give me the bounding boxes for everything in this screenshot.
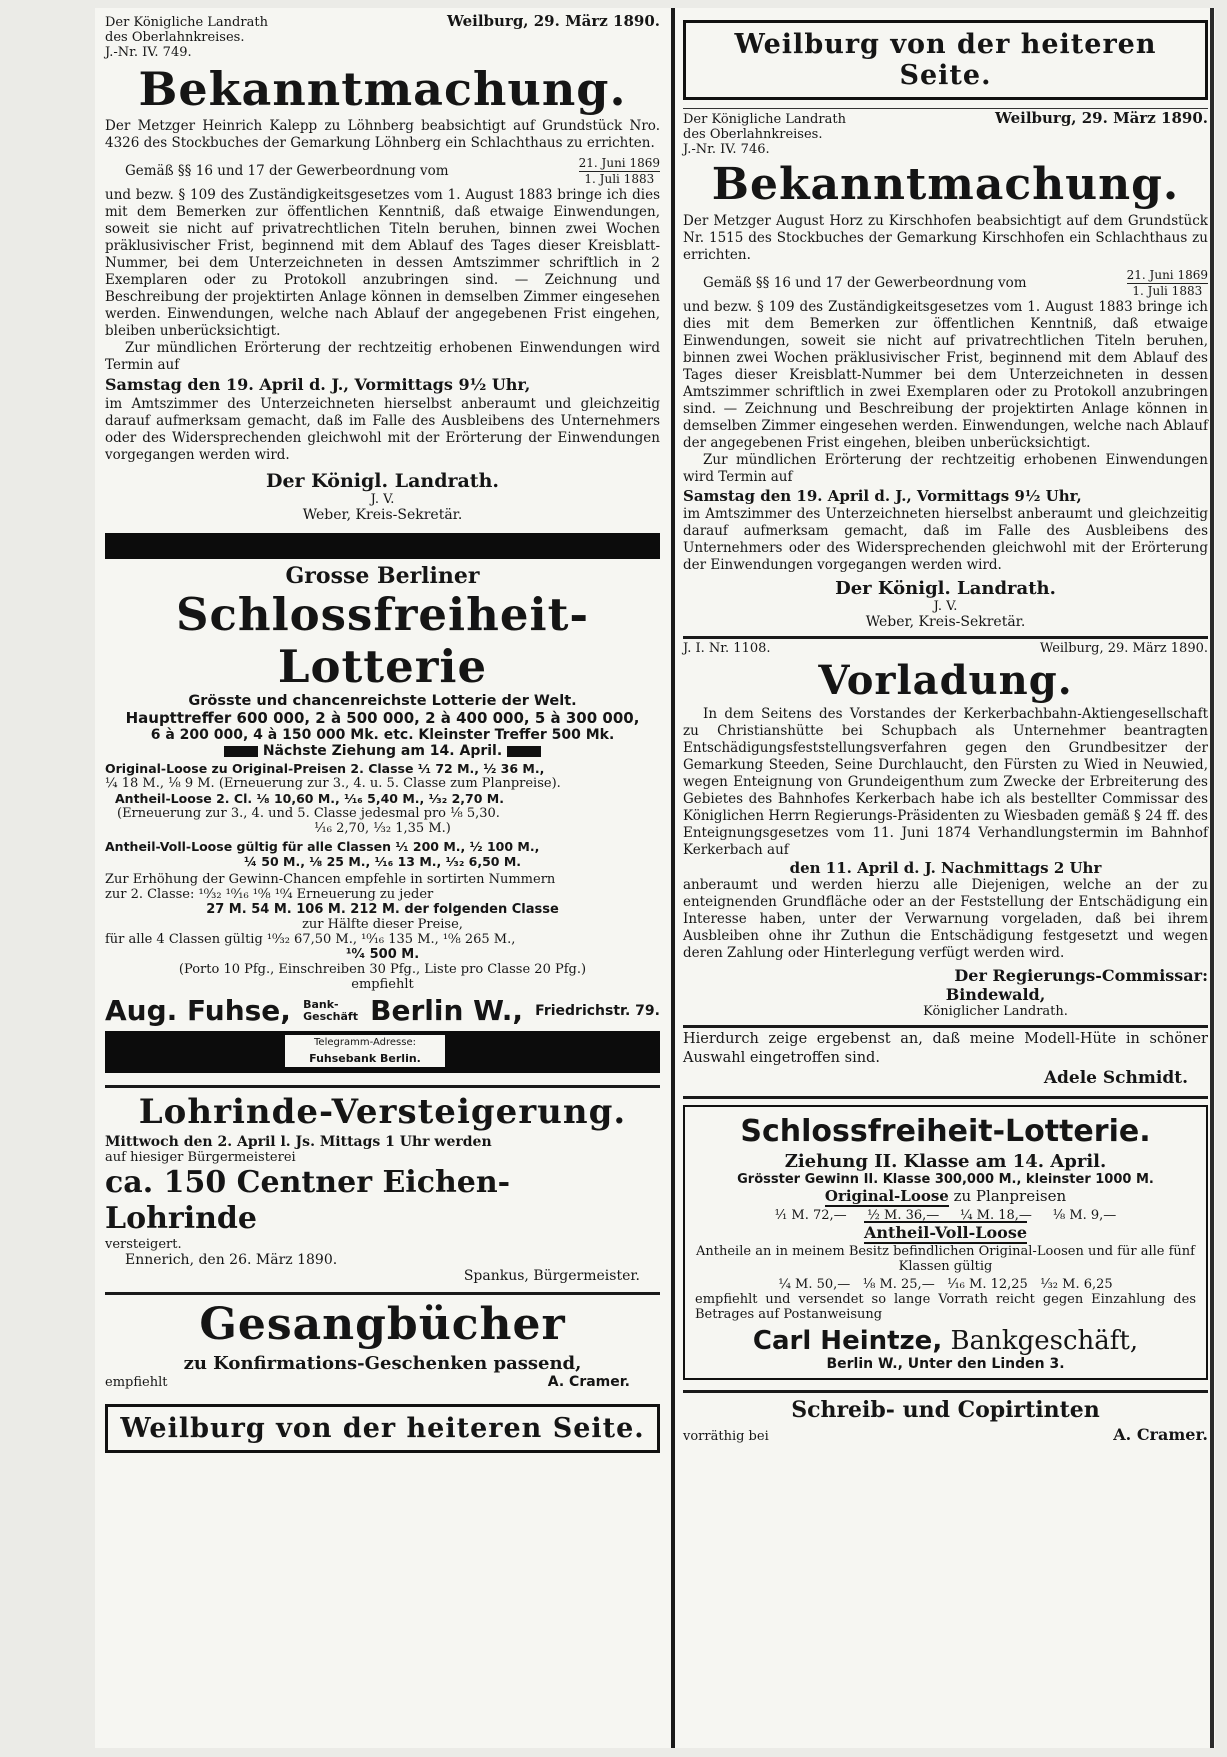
reference-number: J.-Nr. IV. 746. [683,142,770,157]
lottery-line-15: zur 2. Classe: ¹⁰⁄₃₂ ¹⁰⁄₁₆ ¹⁰⁄₈ ¹⁰⁄₄ Erneuerung zu jeder [105,887,434,902]
notice-paragraph-3: Zur mündlichen Erörterung der rechtzeitig erhobenen Einwendungen wird Termin auf [105,340,660,373]
heiter-box-left: Weilburg von der heiteren Seite. [105,1404,660,1453]
law-text: Gemäß §§ 16 und 17 der Gewerbeordnung vom [125,163,449,179]
notice-paragraph-3: Zur mündlichen Erörterung der rechtzeitig erhobenen Einwendungen wird Termin auf [683,452,1208,485]
tinten-footer [683,1425,1208,1444]
law-date-2: 1. Juli 1883 [584,172,655,186]
rule [105,1085,660,1088]
heintze-type: Bankgeschäft, [942,1326,1139,1356]
gesang-ad [105,1297,660,1390]
notice-title: Bekanntmachung. [138,62,627,116]
vorladung-date: Weilburg, 29. März 1890. [1039,641,1208,656]
notice-paragraph-1: Der Metzger Heinrich Kalepp zu Löhnberg beabsichtigt auf Grundstück Nro. 4326 des Stockbuches der Gemarkung Löhnberg ein Schlachthaus zu errichten. [105,118,660,151]
heintze-name: Carl Heintze, [752,1326,943,1356]
lohrinde-line-2: auf hiesiger Bürgermeisterei [105,1150,296,1165]
schmidt-signature: Adele Schmidt. [1043,1068,1188,1088]
planpreisen: zu Planpreisen [948,1187,1067,1205]
rule [105,1292,660,1295]
lohrinde-line-4: versteigert. [105,1237,182,1252]
notice-law-line [105,156,660,187]
notice-paragraph-2: und bezw. § 109 des Zuständigkeitsgesetzes vom 1. August 1883 bringe ich dies mit dem Bemerken zur öffentlichen Kenntniß, daß etwaige Einwendungen, soweit sie nicht auf privatrechtlichen Titeln beruhen, binnen zwei Wochen präklusivischer Frist, beginnend mit dem Ablauf des Tages dieser Kreisblatt-Nummer bei dem Unterzeichneten in dessen Amtszimmer schriftlich in zwei Exemplaren oder zu Protokoll anzubringen sind. — Zeichnung und Beschreibung der projektirten Anlage können in demselben Zimmer eingesehen werden. Einwendungen, welche nach Ablauf der angegebenen Frist eingehen, bleiben unberücksichtigt. [683,299,1208,451]
rule [683,636,1208,639]
firm-name: Aug. Fuhse, [105,994,291,1027]
vorladung-header [683,641,1208,656]
lottery-line-7: Original-Loose zu Original-Preisen 2. Classe ⅟₁ 72 M., ½ 36 M., [105,761,545,776]
notice-law-line [683,268,1208,299]
authority-line-1: Der Königliche Landrath [683,112,846,127]
law-text: Gemäß §§ 16 und 17 der Gewerbeordnung vom [703,275,1027,291]
lottery-line-18: für alle 4 Classen gültig ¹⁰⁄₃₂ 67,50 M., ¹⁰⁄₁₆ 135 M., ¹⁰⁄₈ 265 M., [105,932,516,947]
lottery-line-11: ⅟₁₆ 2,70, ⅟₃₂ 1,35 M.) [314,821,451,836]
telegram-label: Telegramm-Adresse: [314,1037,416,1048]
notice-paragraph-4: im Amtszimmer des Unterzeichneten hierselbst anberaumt und gleichzeitig darauf aufmerksam gemacht, daß im Falle des Ausbleibens des Unternehmers oder des Widersprechenden gleichwohl mit der Erörterung der Einwendungen vorgegangen werden wird. [105,396,660,463]
lohrinde-line-3: ca. 150 Centner Eichen-Lohrinde [105,1165,511,1236]
rule [683,1096,1208,1099]
lottery-line-13: ¼ 50 M., ⅛ 25 M., ⅟₁₆ 13 M., ⅟₃₂ 6,50 M. [243,854,522,869]
heintze-firm [695,1326,1196,1356]
right-column [683,8,1208,1444]
lohrinde-line-6: Spankus, Bürgermeister. [463,1268,640,1284]
notice-paragraph-2: und bezw. § 109 des Zuständigkeitsgesetzes vom 1. August 1883 bringe ich dies mit dem Bemerken zur öffentlichen Kenntniß, daß etwaige Einwendungen, soweit sie nicht auf privatrechtlichen Titeln beruhen, binnen zwei Wochen präklusivischer Frist, beginnend mit dem Ablauf des Tages dieser Kreisblatt-Nummer, bei dem Unterzeichneten in dessen Amtszimmer schriftlich in 2 Exemplaren oder zu Protokoll anzubringen sind. — Zeichnung und Beschreibung der projektirten Anlage können in demselben Zimmer eingesehen werden. Einwendungen, welche nach Ablauf der angegebenen Frist eingehen, bleiben unberücksichtigt. [105,187,660,339]
lohrinde-line-1: Mittwoch den 2. April l. Js. Mittags 1 Uhr werden [105,1134,492,1150]
tinten-cramer: A. Cramer. [1113,1425,1208,1444]
heintze-prices-1: ⅟₁ M. 72,— ½ M. 36,— ¼ M. 18,— ⅛ M. 9,— [774,1208,1117,1223]
lottery-line-16: 27 M. 54 M. 106 M. 212 M. der folgenden Classe [206,902,559,917]
heintze-line-2: Grösster Gewinn II. Klasse 300,000 M., kleinster 1000 M. [737,1172,1154,1187]
vorladung-notice [683,641,1208,1019]
law-date-1: 21. Juni 1869 [578,156,660,170]
law-date-1: 21. Juni 1869 [1126,268,1208,282]
heiter-box-right: Weilburg von der heiteren Seite. [683,20,1208,100]
tinten-ad [683,1395,1208,1444]
rule [683,1025,1208,1028]
lottery-line-1: Grosse Berliner [285,563,480,589]
vorladung-sig-3: Königlicher Landrath. [923,1004,1068,1019]
gesang-title: Gesangbücher [199,1299,566,1350]
antheil-voll-loose: Antheil-Voll-Loose [863,1223,1028,1242]
signature-landrath: Der Königl. Landrath. [265,470,500,492]
notice-title: Bekanntmachung. [711,159,1180,210]
notice-paragraph-1: Der Metzger August Horz zu Kirschhofen beabsichtigt auf dem Grundstück Nr. 1515 des Stockbuches der Gemarkung Kirschhofen ein Schlachthaus zu errichten. [683,213,1208,263]
signature-iv: J. V. [370,492,395,507]
black-mark [224,746,258,757]
lottery-line-17: zur Hälfte dieser Preise, [302,917,463,932]
heintze-line-8: empfiehlt und versendet so lange Vorrath reicht gegen Einzahlung des Betrages auf Postanweisung [695,1292,1196,1322]
telegram-bar [105,1031,660,1073]
notice-paragraph-4: im Amtszimmer des Unterzeichneten hierselbst anberaumt und gleichzeitig darauf aufmerksam gemacht, daß im Falle des Ausbleibens des Unternehmers oder des Widersprechenden gleichwohl mit der Erörterung der Einwendungen vorgegangen werden wird. [683,506,1208,573]
lottery-line-8: ¼ 18 M., ⅛ 9 M. (Erneuerung zur 3., 4. u. 5. Classe zum Planpreise). [105,776,561,791]
rule [683,1390,1208,1393]
lohrinde-ad [105,1090,660,1284]
lottery-line-20: (Porto 10 Pfg., Einschreiben 30 Pfg., Liste pro Classe 20 Pfg.) [178,962,587,977]
authority-line-1: Der Königliche Landrath [105,15,268,30]
vorladung-ref: J. I. Nr. 1108. [683,641,771,656]
notice-date: Weilburg, 29. März 1890. [994,109,1208,127]
law-dates [579,156,660,187]
lottery-ad [105,563,660,1073]
lottery-line-12: Antheil-Voll-Loose gültig für alle Classen ⅟₁ 200 M., ½ 100 M., [105,839,540,854]
heintze-prices-2: ¼ M. 50,— ⅛ M. 25,— ⅟₁₆ M. 12,25 ⅟₃₂ M. 6,25 [778,1277,1113,1292]
tinten-vorraethig: vorräthig bei [683,1429,769,1444]
notice-header-left [105,14,660,60]
lohrinde-line-5: Ennerich, den 26. März 1890. [125,1252,338,1268]
schmidt-ad [683,1030,1208,1088]
gesang-cramer: A. Cramer. [547,1374,630,1390]
notice-date: Weilburg, 29. März 1890. [446,12,660,30]
black-rule [105,533,660,559]
signature-weber: Weber, Kreis-Sekretär. [302,507,463,523]
column-rule [671,8,675,1748]
vorladung-paragraph-2: anberaumt und werden hierzu alle Diejenigen, welche an der zu enteignenden Grundfläche oder an der Feststellung der Entschädigung ein Interesse haben, unter der Verwarnung vorgeladen, daß bei ihrem Ausbleiben ohne ihr Zuthun die Entschädigung festgesetzt und wegen deren Zahlung oder Hinterlegung verfügt werden wird. [683,877,1208,961]
black-mark [507,746,541,757]
heintze-title: Schlossfreiheit-Lotterie. [740,1114,1151,1149]
lottery-line-5: 6 à 200 000, 4 à 150 000 Mk. etc. Kleinster Treffer 500 Mk. [150,727,615,743]
law-date-2: 1. Juli 1883 [1132,284,1203,298]
authority-line-2: des Oberlahnkreises. [105,30,245,45]
lottery-line-3: Grösste und chancenreichste Lotterie der Welt. [188,693,577,709]
newspaper-page [95,8,1215,1748]
firm-type-2: Geschäft [303,1009,358,1023]
firm-type [303,999,358,1023]
heintze-line-1: Ziehung II. Klasse am 14. April. [784,1151,1107,1172]
gesang-empfiehlt: empfiehlt [105,1375,168,1390]
gesang-footer [105,1374,660,1390]
gesang-line-1: zu Konfirmations-Geschenken passend, [183,1353,582,1374]
lohrinde-title: Lohrinde-Versteigerung. [138,1092,627,1132]
telegram-box [285,1035,445,1067]
lottery-line-4: Haupttreffer 600 000, 2 à 500 000, 2 à 400 000, 5 à 300 000, [125,709,640,727]
page-edge [1210,8,1214,1748]
vorladung-sig-1: Der Regierungs-Commissar: [954,966,1208,985]
lottery-line-14: Zur Erhöhung der Gewinn-Chancen empfehle in sortirten Nummern [105,872,556,887]
notice-termin: Samstag den 19. April d. J., Vormittags 9½ Uhr, [683,487,1082,505]
lottery-ziehung: Nächste Ziehung am 14. April. [262,743,503,759]
vorladung-termin: den 11. April d. J. Nachmittags 2 Uhr [789,859,1102,877]
vorladung-paragraph-1: In dem Seitens des Vorstandes der Kerkerbachbahn-Aktiengesellschaft zu Christianshütte bei Schupbach als Unternehmer beantragten Entschädigungsfeststellungsverfahren gegen den Grundbesitzer der Gemarkung Steeden, Seine Durchlaucht, den Fürsten zu Wied in Neuwied, wegen Enteignung von Grundeigenthum zum Zwecke der Erbreiterung des Gebietes des Bahnhofes Kerkerbach habe ich als bestellter Commissar des Königlichen Herrn Regierungs-Präsidenten zu Wiesbaden gemäß § 24 ff. des Enteignungsgesetzes vom 11. Juni 1874 Verhandlungstermin im Bahnhof Kerkerbach auf [683,706,1208,858]
heintze-line-3 [695,1187,1196,1205]
signature-iv: J. V. [933,599,958,614]
firm-city: Berlin W., [370,994,524,1027]
lottery-line-19: ¹⁰⁄₄ 500 M. [345,947,420,962]
signature-weber: Weber, Kreis-Sekretär. [865,614,1026,630]
telegram-address: Fuhsebank Berlin. [309,1052,421,1065]
heintze-lottery-ad [683,1105,1208,1380]
schmidt-text: Hierdurch zeige ergebenst an, daß meine Modell-Hüte in schöner Auswahl eingetroffen sind. [683,1031,1208,1066]
lottery-firm-line [105,994,660,1027]
law-dates [1127,268,1208,299]
heintze-line-6: Antheile an in meinem Besitz befindlichen Original-Loosen und für alle fünf Klassen gültig [696,1244,1195,1274]
notice-header-right [683,111,1208,157]
notice-termin: Samstag den 19. April d. J., Vormittags 9½ Uhr, [105,375,531,394]
vorladung-sig-2: Bindewald, [945,985,1046,1004]
lottery-line-10: (Erneuerung zur 3., 4. und 5. Classe jedesmal pro ⅟₈ 5,30. [117,806,500,821]
lottery-line-21: empfiehlt [351,977,414,992]
firm-address: Friedrichstr. 79. [535,1002,660,1019]
tinten-title: Schreib- und Copirtinten [791,1397,1100,1423]
authority-line-2: des Oberlahnkreises. [683,127,823,142]
firm-type-1: Bank- [303,997,339,1011]
vorladung-title: Vorladung. [818,657,1073,704]
original-loose: Original-Loose [824,1187,949,1205]
left-column [105,8,660,1453]
heintze-address: Berlin W., Unter den Linden 3. [826,1356,1065,1372]
lottery-title: Schlossfreiheit-Lotterie [175,588,590,693]
heintze-line-5 [695,1223,1196,1242]
lottery-line-6 [105,743,660,759]
reference-number: J.-Nr. IV. 749. [105,45,192,60]
signature-landrath: Der Königl. Landrath. [835,578,1056,599]
lottery-line-9: Antheil-Loose 2. Cl. ⅟₈ 10,60 M., ⅟₁₆ 5,40 M., ⅟₃₂ 2,70 M. [115,791,504,806]
